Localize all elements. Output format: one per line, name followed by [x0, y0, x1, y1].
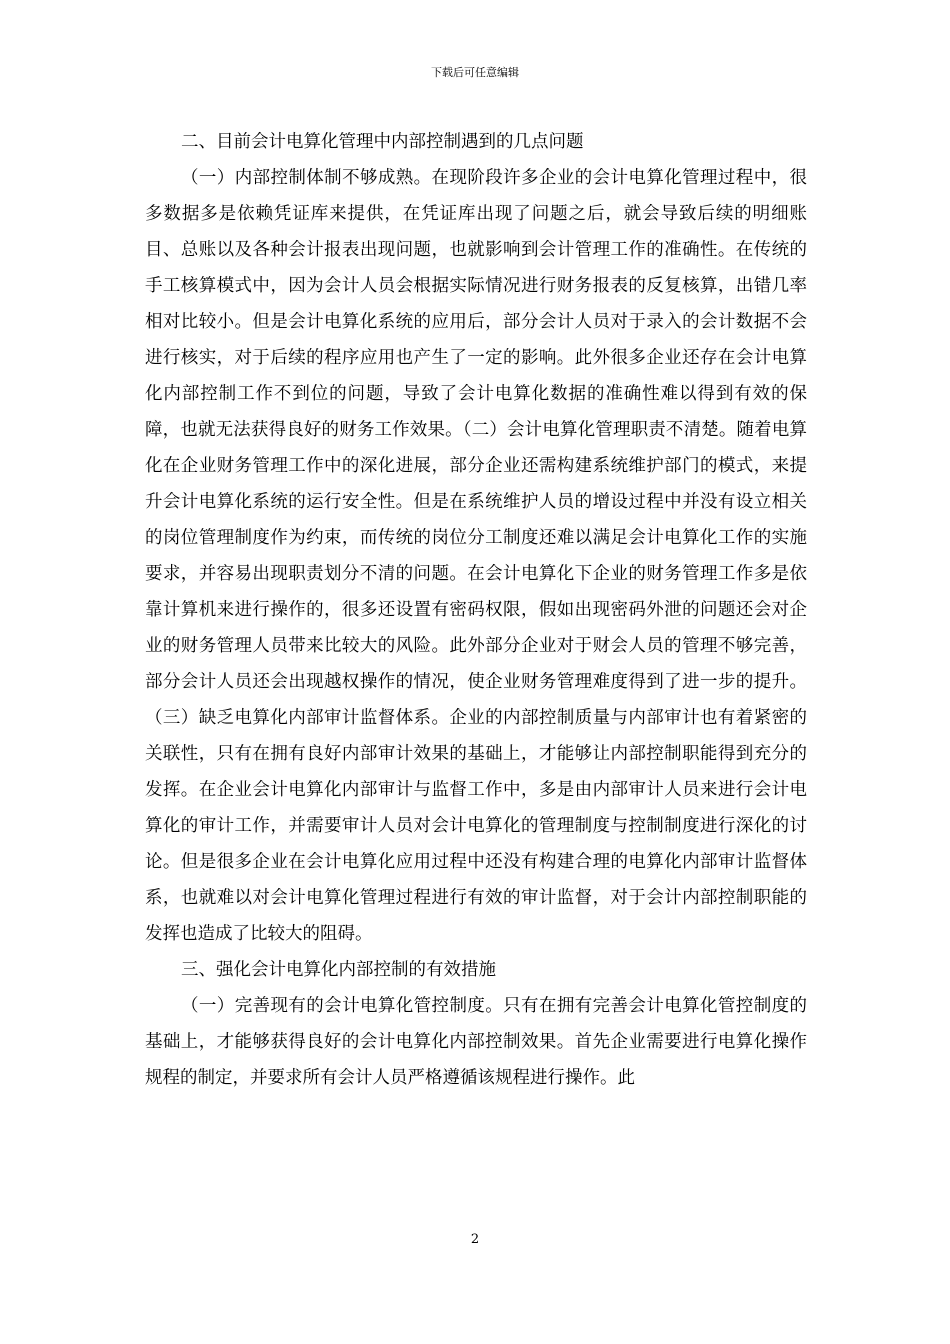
section-heading-3: 三、强化会计电算化内部控制的有效措施	[181, 960, 496, 980]
section-paragraph-2: （一）内部控制体制不够成熟。在现阶段许多企业的会计电算化管理过程中，很多数据多是依赖凭证库来提供，在凭证库出现了问题之后，就会导致后续的明细账目、总账以及各种会计报表出现问题，也就影响到会计管理工作的准确性。在传统的手工核算模式中，因为会计人员会根据实际情况进行财务报表的反复核算，出错几率相对比较小。但是会计电算化系统的应用后，部分会计人员对于录入的会计数据不会进行核实，对于后续的程序应用也产生了一定的影响。此外很多企业还存在会计电算化内部控制工作不到位的问题，导致了会计电算化数据的准确性难以得到有效的保障，也就无法获得良好的财务工作效果。（二）会计电算化管理职责不清楚。随着电算化在企业财务管理工作中的深化进展，部分企业还需构建系统维护部门的模式，来提升会计电算化系统的运行安全性。但是在系统维护人员的增设过程中并没有设立相关的岗位管理制度作为约束，而传统的岗位分工制度还难以满足会计电算化工作的实施要求，并容易出现职责划分不清的问题。在会计电算化下企业的财务管理工作多是依靠计算机来进行操作的，很多还设置有密码权限，假如出现密码外泄的问题还会对企业的财务管理人员带来比较大的风险。此外部分企业对于财会人员的管理不够完善，部分会计人员还会出现越权操作的情况，使企业财务管理难度得到了进一步的提升。（三）缺乏电算化内部审计监督体系。企业的内部控制质量与内部审计也有着紧密的关联性，只有在拥有良好内部审计效果的基础上，才能够让内部控制职能得到充分的发挥。在企业会计电算化内部审计与监督工作中，多是由内部审计人员来进行会计电算化的审计工作，并需要审计人员对会计电算化的管理制度与控制制度进行深化的讨论。但是很多企业在会计电算化应用过程中还没有构建合理的电算化内部审计监督体系，也就难以对会计电算化管理过程进行有效的审计监督，对于会计内部控制职能的发挥也造成了比较大的阻碍。	[145, 168, 807, 944]
page-header: 下载后可任意编辑	[431, 66, 519, 79]
section-heading-2: 二、目前会计电算化管理中内部控制遇到的几点问题	[181, 132, 584, 152]
document-body	[145, 124, 807, 1096]
section-paragraph-3: （一）完善现有的会计电算化管控制度。只有在拥有完善会计电算化管控制度的基础上，才能够获得良好的会计电算化内部控制效果。首先企业需要进行电算化操作规程的制定，并要求所有会计人员严格遵循该规程进行操作。此	[145, 996, 807, 1088]
page-number: 2	[470, 1232, 480, 1247]
